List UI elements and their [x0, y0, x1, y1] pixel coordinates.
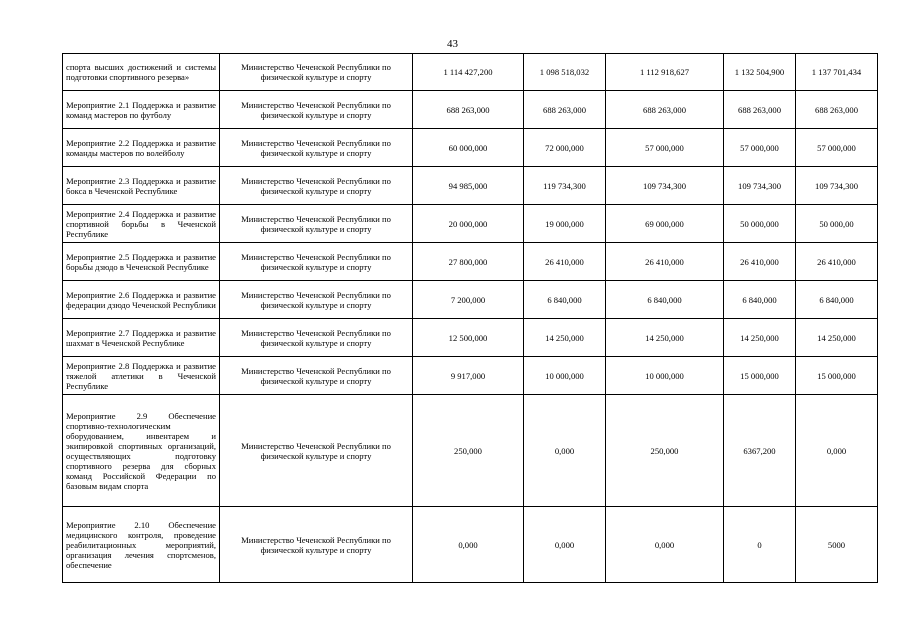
value-cell: 0,000	[606, 507, 724, 583]
table-row	[63, 91, 878, 129]
agency-cell: Министерство Чеченской Республики по физической культуре и спорту	[220, 281, 413, 319]
value-cell: 94 985,000	[413, 167, 524, 205]
agency-cell: Министерство Чеченской Республики по физической культуре и спорту	[220, 205, 413, 243]
value-cell: 9 917,000	[413, 357, 524, 395]
value-cell: 10 000,000	[606, 357, 724, 395]
value-cell: 6 840,000	[724, 281, 796, 319]
table-row	[63, 205, 878, 243]
value-cell: 1 112 918,627	[606, 54, 724, 91]
agency-cell: Министерство Чеченской Республики по физической культуре и спорту	[220, 167, 413, 205]
value-cell: 6367,200	[724, 395, 796, 507]
table-row	[63, 507, 878, 583]
value-cell: 60 000,000	[413, 129, 524, 167]
value-cell: 26 410,000	[524, 243, 606, 281]
value-cell: 10 000,000	[524, 357, 606, 395]
value-cell: 119 734,300	[524, 167, 606, 205]
value-cell: 688 263,000	[524, 91, 606, 129]
value-cell: 26 410,000	[724, 243, 796, 281]
value-cell: 14 250,000	[796, 319, 878, 357]
value-cell: 6 840,000	[524, 281, 606, 319]
event-cell: Мероприятие 2.4 Поддержка и развитие спортивной борьбы в Чеченской Республике	[63, 205, 220, 243]
value-cell: 72 000,000	[524, 129, 606, 167]
event-cell: спорта высших достижений и системы подготовки спортивного резерва»	[63, 54, 220, 91]
value-cell: 0,000	[796, 395, 878, 507]
table-row	[63, 281, 878, 319]
table-row	[63, 243, 878, 281]
value-cell: 109 734,300	[606, 167, 724, 205]
event-cell: Мероприятие 2.2 Поддержка и развитие команды мастеров по волейболу	[63, 129, 220, 167]
event-cell: Мероприятие 2.1 Поддержка и развитие команд мастеров по футболу	[63, 91, 220, 129]
table-row	[63, 395, 878, 507]
value-cell: 1 114 427,200	[413, 54, 524, 91]
event-cell: Мероприятие 2.8 Поддержка и развитие тяжелой атлетики в Чеченской Республике	[63, 357, 220, 395]
budget-table	[62, 53, 878, 583]
agency-cell: Министерство Чеченской Республики по физической культуре и спорту	[220, 54, 413, 91]
value-cell: 5000	[796, 507, 878, 583]
agency-cell: Министерство Чеченской Республики по физической культуре и спорту	[220, 357, 413, 395]
value-cell: 57 000,000	[724, 129, 796, 167]
value-cell: 12 500,000	[413, 319, 524, 357]
value-cell: 688 263,000	[413, 91, 524, 129]
value-cell: 1 098 518,032	[524, 54, 606, 91]
agency-cell: Министерство Чеченской Республики по физической культуре и спорту	[220, 395, 413, 507]
value-cell: 15 000,000	[796, 357, 878, 395]
agency-cell: Министерство Чеченской Республики по физической культуре и спорту	[220, 129, 413, 167]
value-cell: 50 000,00	[796, 205, 878, 243]
value-cell: 250,000	[413, 395, 524, 507]
value-cell: 688 263,000	[724, 91, 796, 129]
event-cell: Мероприятие 2.6 Поддержка и развитие федерации дзюдо Чеченской Республики	[63, 281, 220, 319]
event-cell: Мероприятие 2.7 Поддержка и развитие шахмат в Чеченской Республике	[63, 319, 220, 357]
value-cell: 688 263,000	[796, 91, 878, 129]
value-cell: 57 000,000	[606, 129, 724, 167]
agency-cell: Министерство Чеченской Республики по физической культуре и спорту	[220, 507, 413, 583]
table-row	[63, 54, 878, 91]
value-cell: 15 000,000	[724, 357, 796, 395]
table-row	[63, 129, 878, 167]
value-cell: 1 137 701,434	[796, 54, 878, 91]
value-cell: 7 200,000	[413, 281, 524, 319]
table-row	[63, 357, 878, 395]
agency-cell: Министерство Чеченской Республики по физической культуре и спорту	[220, 319, 413, 357]
value-cell: 109 734,300	[796, 167, 878, 205]
value-cell: 26 410,000	[606, 243, 724, 281]
value-cell: 27 800,000	[413, 243, 524, 281]
value-cell: 109 734,300	[724, 167, 796, 205]
value-cell: 20 000,000	[413, 205, 524, 243]
value-cell: 0	[724, 507, 796, 583]
agency-cell: Министерство Чеченской Республики по физической культуре и спорту	[220, 91, 413, 129]
value-cell: 0,000	[413, 507, 524, 583]
value-cell: 688 263,000	[606, 91, 724, 129]
value-cell: 1 132 504,900	[724, 54, 796, 91]
value-cell: 6 840,000	[796, 281, 878, 319]
value-cell: 57 000,000	[796, 129, 878, 167]
value-cell: 0,000	[524, 395, 606, 507]
value-cell: 6 840,000	[606, 281, 724, 319]
event-cell: Мероприятие 2.5 Поддержка и развитие борьбы дзюдо в Чеченской Республике	[63, 243, 220, 281]
agency-cell: Министерство Чеченской Республики по физической культуре и спорту	[220, 243, 413, 281]
value-cell: 50 000,000	[724, 205, 796, 243]
event-cell: Мероприятие 2.10 Обеспечение медицинского контроля, проведение реабилитационных мероприятий, организация лечения спортсменов, обеспечение	[63, 507, 220, 583]
page-number: 43	[447, 38, 458, 50]
value-cell: 14 250,000	[606, 319, 724, 357]
value-cell: 250,000	[606, 395, 724, 507]
value-cell: 19 000,000	[524, 205, 606, 243]
value-cell: 14 250,000	[524, 319, 606, 357]
table-row	[63, 167, 878, 205]
table-row	[63, 319, 878, 357]
value-cell: 14 250,000	[724, 319, 796, 357]
value-cell: 0,000	[524, 507, 606, 583]
event-cell: Мероприятие 2.3 Поддержка и развитие бокса в Чеченской Республике	[63, 167, 220, 205]
value-cell: 26 410,000	[796, 243, 878, 281]
value-cell: 69 000,000	[606, 205, 724, 243]
event-cell: Мероприятие 2.9 Обеспечение спортивно-технологическим оборудованием, инвентарем и экипировкой спортивных организаций, осуществляющих подготовку спортивного резерва для сборных команд Российской Федерации по базовым видам спорта	[63, 395, 220, 507]
